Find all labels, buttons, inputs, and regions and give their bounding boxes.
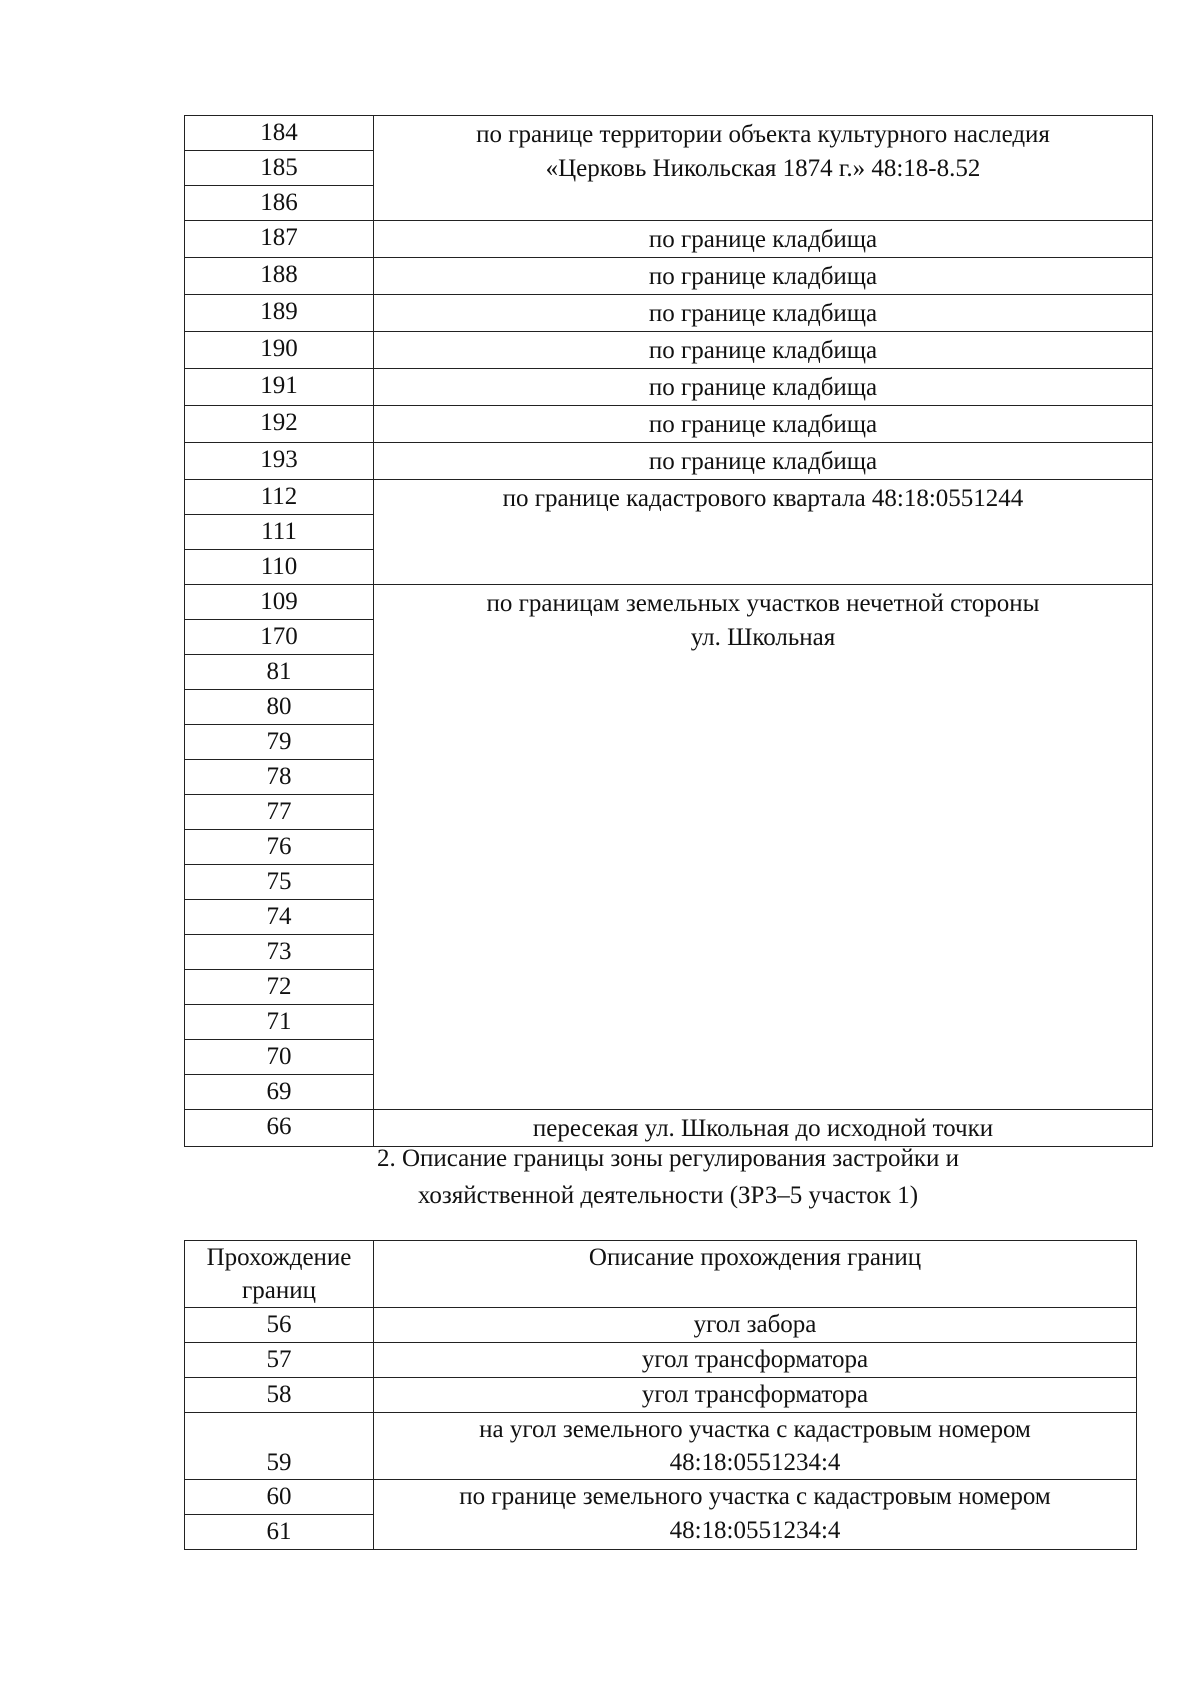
point-number-cell: 109 (185, 585, 374, 620)
point-number-cell: 73 (185, 935, 374, 970)
description-line: 48:18:0551234:4 (669, 1449, 841, 1476)
point-number-cell: 74 (185, 900, 374, 935)
boundary-table-1 (184, 115, 1153, 1147)
description-line: по границам земельных участков нечетной стороны (486, 590, 1040, 617)
header-description-cell: Описание прохождения границ (374, 1241, 1137, 1308)
point-number-cell: 186 (185, 186, 374, 221)
boundary-description-cell (374, 406, 1153, 443)
boundary-table-2-body (185, 1241, 1137, 1550)
boundary-description-cell (374, 1343, 1137, 1378)
point-number-cell: 72 (185, 970, 374, 1005)
boundary-table-1-body (185, 116, 1153, 1147)
point-number-cell: 190 (185, 332, 374, 369)
point-number-cell: 110 (185, 550, 374, 585)
point-number-cell: 184 (185, 116, 374, 151)
point-number-cell: 192 (185, 406, 374, 443)
point-number-cell: 57 (185, 1343, 374, 1378)
table-row (185, 116, 1153, 151)
header-passage-line-2: границ (242, 1277, 316, 1304)
boundary-description-cell (374, 258, 1153, 295)
boundary-description-cell (374, 221, 1153, 258)
description-line: по границе кладбища (648, 448, 878, 475)
point-number-cell: 59 (185, 1413, 374, 1480)
header-passage-line-1: Прохождение (206, 1244, 352, 1271)
point-number-cell: 111 (185, 515, 374, 550)
description-line: по границе кладбища (648, 374, 878, 401)
description-line: по границе земельного участка с кадастровым номером (459, 1483, 1051, 1510)
table-row (185, 1378, 1137, 1413)
point-number-cell: 56 (185, 1308, 374, 1343)
table-header-row (185, 1241, 1137, 1308)
boundary-description-cell (374, 116, 1153, 221)
description-line: пересекая ул. Школьная до исходной точки (532, 1115, 994, 1142)
description-line: по границе территории объекта культурного наследия (476, 121, 1050, 148)
description-line: 48:18:0551234:4 (669, 1517, 841, 1544)
boundary-description-cell (374, 1480, 1137, 1550)
table-row (185, 1413, 1137, 1480)
description-line: на угол земельного участка с кадастровым номером (479, 1416, 1031, 1443)
table-row (185, 585, 1153, 620)
table-row (185, 480, 1153, 515)
description-line: по границе кладбища (648, 411, 878, 438)
description-line: по границе кладбища (648, 300, 878, 327)
section-heading-line-1: 2. Описание границы зоны регулирования застройки и (376, 1145, 960, 1172)
point-number-cell: 189 (185, 295, 374, 332)
point-number-cell: 71 (185, 1005, 374, 1040)
description-line: ул. Школьная (690, 624, 836, 651)
table-row (185, 406, 1153, 443)
point-number-cell: 69 (185, 1075, 374, 1110)
point-number-cell: 77 (185, 795, 374, 830)
point-number-cell: 58 (185, 1378, 374, 1413)
description-line: угол трансформатора (641, 1346, 869, 1373)
point-number-cell: 70 (185, 1040, 374, 1075)
point-number-cell: 188 (185, 258, 374, 295)
description-line: по границе кладбища (648, 337, 878, 364)
point-number-cell: 185 (185, 151, 374, 186)
boundary-description-cell (374, 295, 1153, 332)
point-number-cell: 61 (185, 1515, 374, 1550)
section-heading-line-2: хозяйственной деятельности (ЗРЗ–5 участок 1) (417, 1182, 919, 1209)
description-line: по границе кладбища (648, 263, 878, 290)
table-row (185, 1343, 1137, 1378)
point-number-cell: 187 (185, 221, 374, 258)
description-line: угол забора (693, 1311, 817, 1338)
boundary-description-cell (374, 585, 1153, 1110)
point-number-cell: 170 (185, 620, 374, 655)
table-row (185, 258, 1153, 295)
boundary-description-cell (374, 1378, 1137, 1413)
description-line: по границе кладбища (648, 226, 878, 253)
boundary-description-cell (374, 1308, 1137, 1343)
boundary-description-cell (374, 480, 1153, 585)
table-row (185, 443, 1153, 480)
boundary-description-cell (374, 369, 1153, 406)
boundary-description-cell (374, 443, 1153, 480)
point-number-cell: 60 (185, 1480, 374, 1515)
boundary-description-cell (374, 1413, 1137, 1480)
table-row (185, 369, 1153, 406)
description-line: «Церковь Никольская 1874 г.» 48:18-8.52 (545, 155, 981, 182)
point-number-cell: 76 (185, 830, 374, 865)
point-number-cell: 80 (185, 690, 374, 725)
point-number-cell: 78 (185, 760, 374, 795)
description-line: угол трансформатора (641, 1381, 869, 1408)
boundary-table-2 (184, 1240, 1137, 1550)
table-row (185, 295, 1153, 332)
section-heading (184, 1140, 1152, 1214)
point-number-cell: 75 (185, 865, 374, 900)
description-line: по границе кадастрового квартала 48:18:0551244 (502, 485, 1024, 512)
point-number-cell: 191 (185, 369, 374, 406)
point-number-cell: 193 (185, 443, 374, 480)
table-row (185, 1308, 1137, 1343)
table-row (185, 221, 1153, 258)
boundary-description-cell (374, 332, 1153, 369)
table-row (185, 332, 1153, 369)
point-number-cell: 66 (185, 1110, 374, 1147)
table-row (185, 1480, 1137, 1515)
point-number-cell: 112 (185, 480, 374, 515)
point-number-cell: 81 (185, 655, 374, 690)
point-number-cell: 79 (185, 725, 374, 760)
header-passage-cell (185, 1241, 374, 1308)
